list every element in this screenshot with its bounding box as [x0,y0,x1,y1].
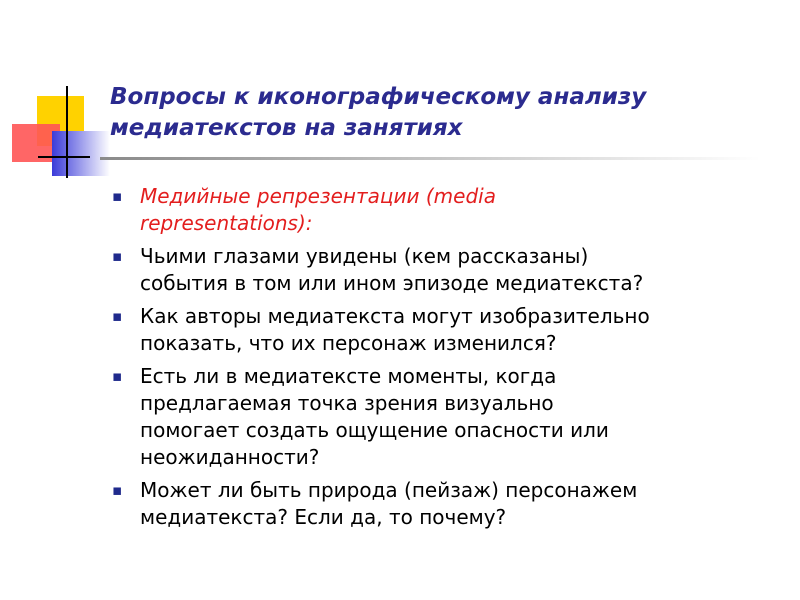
bullet-text [140,243,792,297]
bullet-text-line: Может ли быть природа (пейзаж) персонажем [140,478,638,502]
bullet-text [140,183,792,237]
bullet-text [140,303,792,357]
slide-title [110,82,770,144]
bullet-text-line: Как авторы медиатекста могут изобразительно [140,304,650,328]
title-underline-rule [100,157,760,160]
bullet-text [140,477,792,531]
slide-title-line-1: Вопросы к иконографическому анализу [110,84,647,110]
deco-vertical-line [66,86,68,178]
bullet-marker-icon: ▪ [112,367,123,385]
bullet-item [112,183,792,237]
bullet-item [112,477,792,531]
bullet-list [112,183,792,537]
bullet-text-line: предлагаемая точка зрения визуально [140,391,554,415]
deco-horizontal-line [38,156,90,158]
bullet-text-line: Медийные репрезентации (media [140,184,496,208]
bullet-marker-icon: ▪ [112,307,123,325]
bullet-item [112,303,792,357]
bullet-marker-icon: ▪ [112,481,123,499]
bullet-marker-icon: ▪ [112,247,123,265]
bullet-item [112,363,792,471]
bullet-text-line: события в том или ином эпизоде медиатекста? [140,271,644,295]
deco-blue-square [52,131,110,176]
slide-title-line-2: медиатекстов на занятиях [110,115,463,141]
bullet-text-line: representations): [140,211,313,235]
bullet-text [140,363,792,471]
bullet-text-line: неожиданности? [140,445,320,469]
bullet-text-line: Есть ли в медиатексте моменты, когда [140,364,557,388]
bullet-marker-icon: ▪ [112,187,123,205]
bullet-text-line: Чьими глазами увидены (кем рассказаны) [140,244,589,268]
bullet-text-line: помогает создать ощущение опасности или [140,418,609,442]
bullet-text-line: медиатекста? Если да, то почему? [140,505,507,529]
bullet-text-line: показать, что их персонаж изменился? [140,331,557,355]
bullet-item [112,243,792,297]
